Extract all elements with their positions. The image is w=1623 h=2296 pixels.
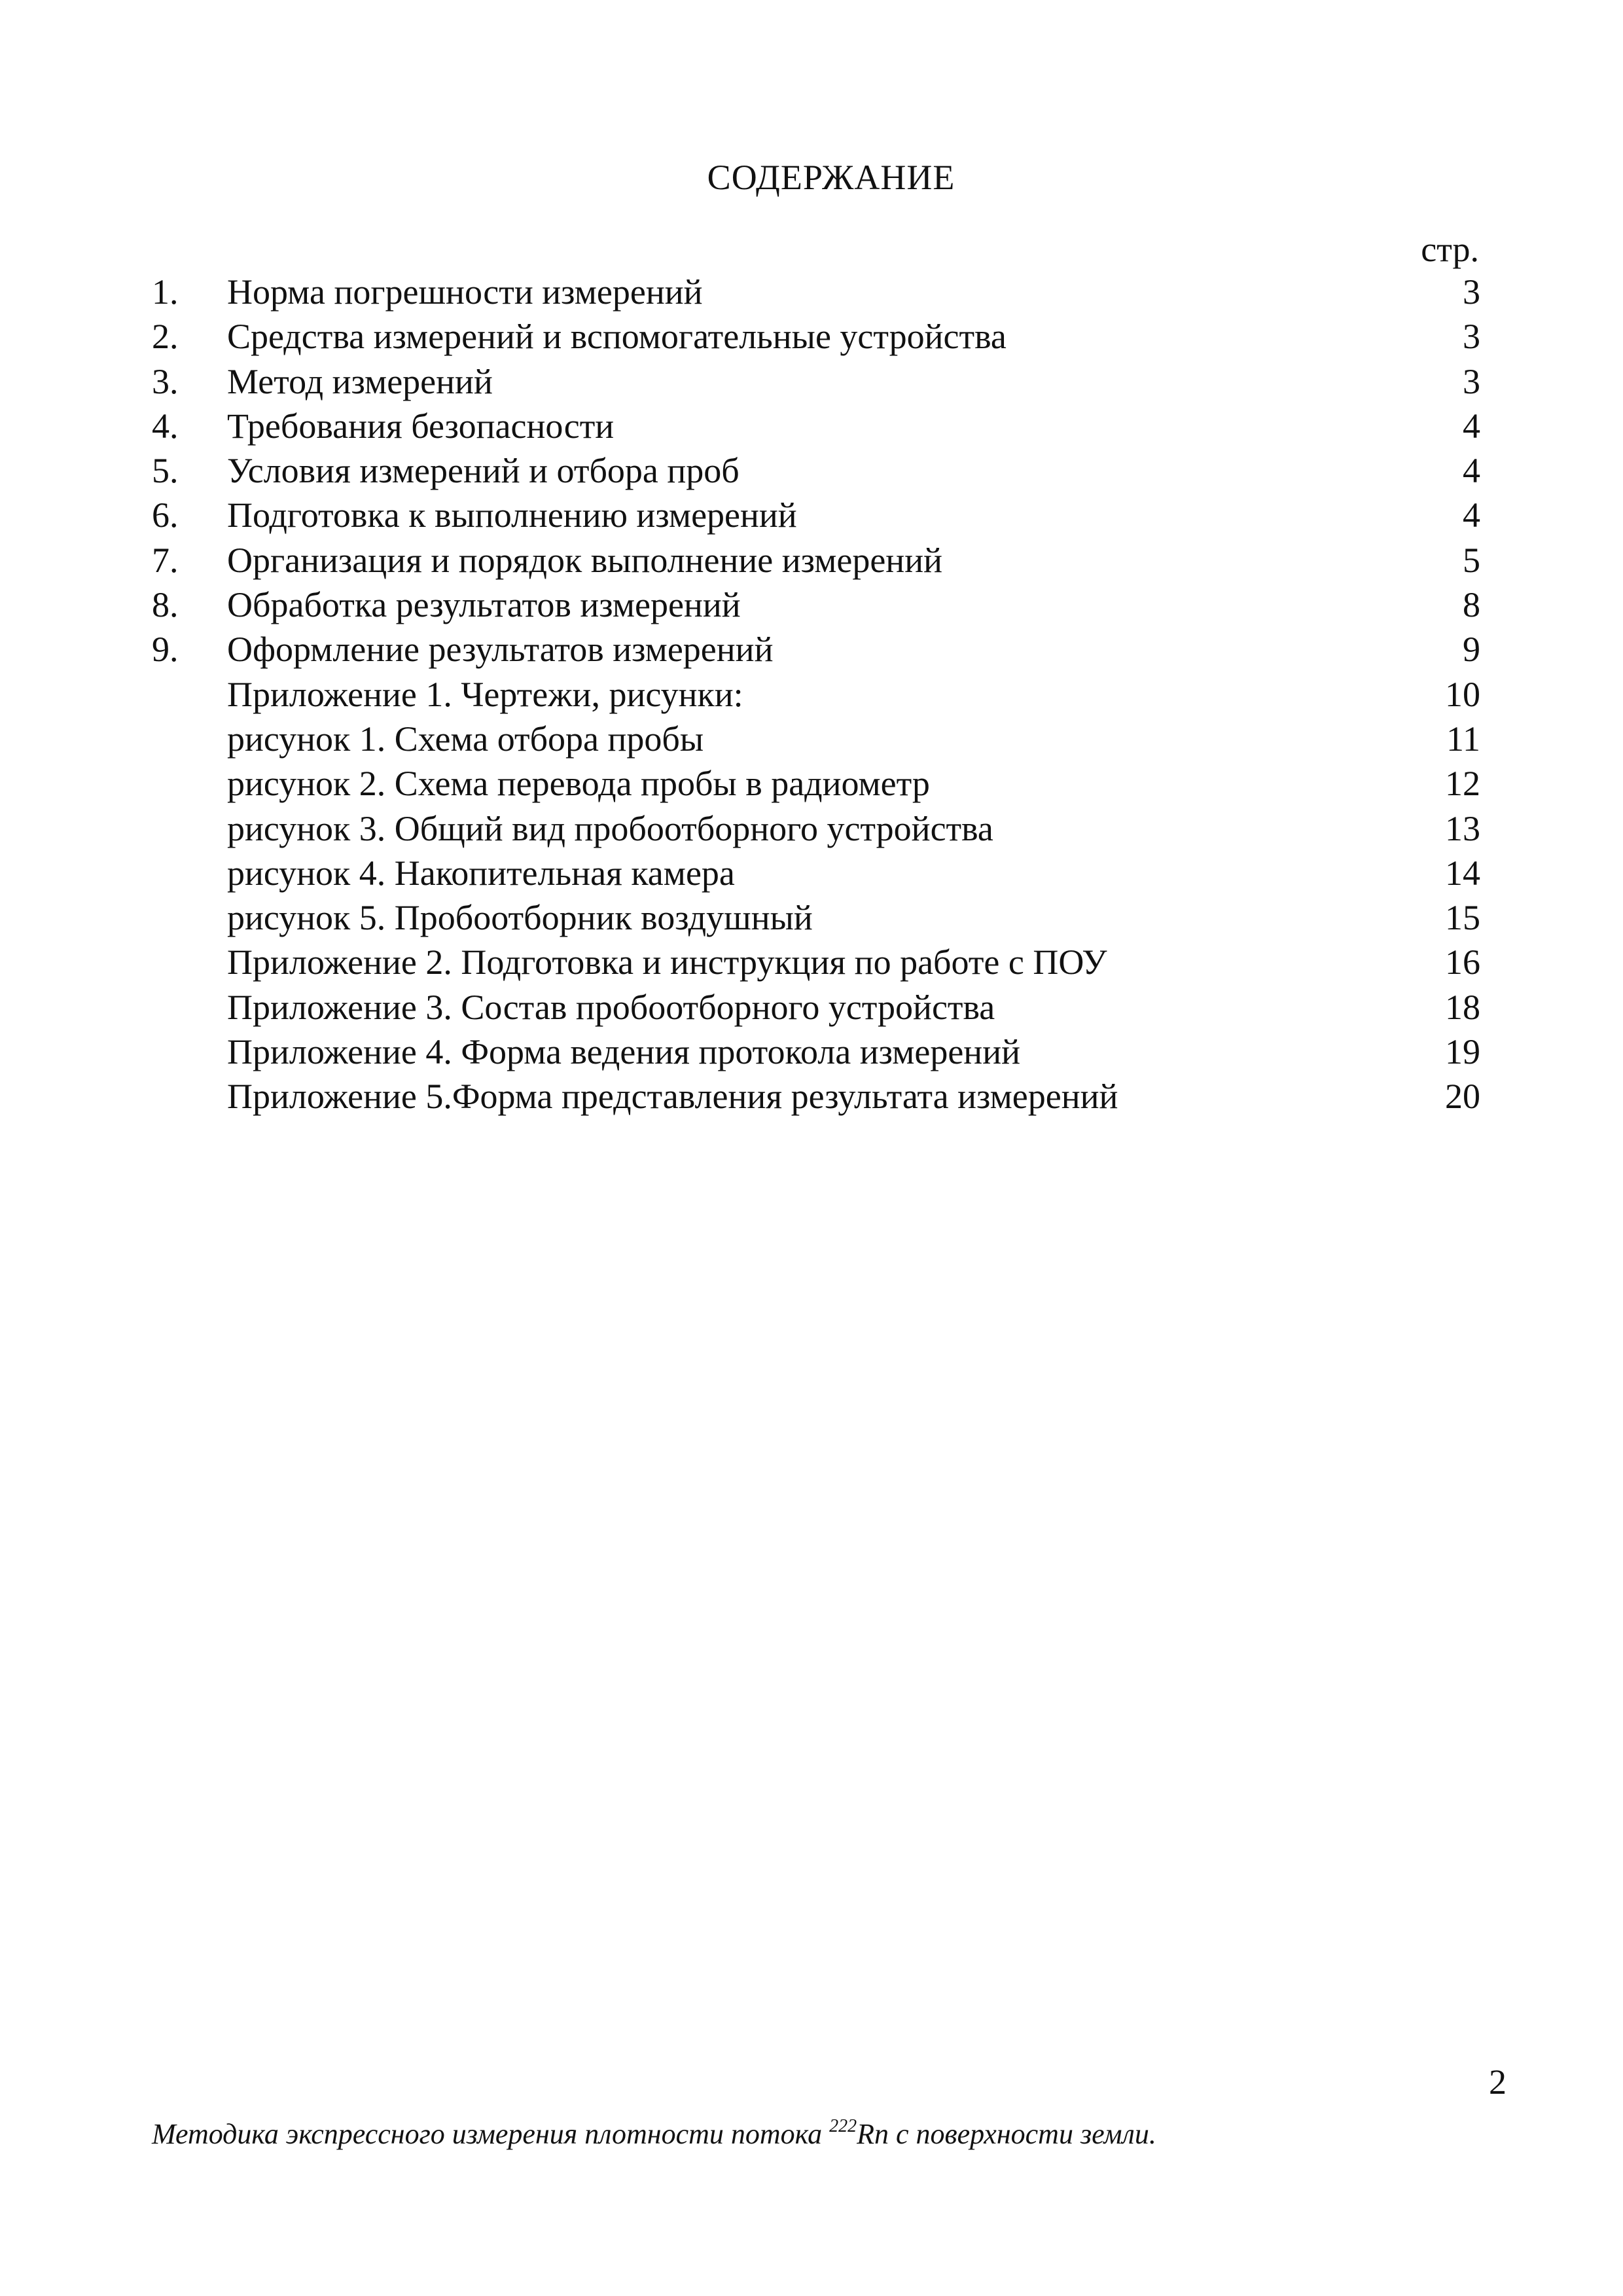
toc-entry-page: 8 [1463,585,1480,625]
toc-entry-page: 12 [1445,764,1480,804]
toc-entry-page: 15 [1445,898,1480,938]
toc-entry-page: 4 [1463,451,1480,491]
toc-entry-number: 8. [152,585,179,625]
toc-entry-page: 4 [1463,406,1480,446]
toc-entry-title: рисунок 5. Пробоотборник воздушный [227,898,813,938]
toc-entry-title: Приложение 4. Форма ведения протокола измерений [227,1032,1020,1072]
toc-entry-title: Подготовка к выполнению измерений [227,495,797,535]
footer-text-start: Методика экспрессного измерения плотности потока [152,2118,830,2150]
toc-entry-appendix-2 [152,940,1480,984]
toc-entry-page: 11 [1446,719,1480,759]
toc-entry-title: Норма погрешности измерений [227,272,703,312]
toc-entry-title: Требования безопасности [227,406,615,446]
toc-entry-number: 5. [152,451,179,491]
toc-entry-appendix-3 [152,985,1480,1030]
toc-entry-number: 9. [152,630,179,670]
toc-entry-figure-3 [152,806,1480,851]
toc-entry-5 [152,448,1480,493]
toc-entry-figure-2 [152,761,1480,806]
toc-entry-page: 9 [1463,630,1480,670]
toc-entry-title: рисунок 3. Общий вид пробоотборного устройства [227,808,993,848]
toc-entry-number: 1. [152,272,179,312]
toc-entry-title: Условия измерений и отбора проб [227,451,740,491]
footer-isotope-mass: 222 [829,2116,857,2136]
toc-entry-title: Оформление результатов измерений [227,630,774,670]
toc-entry-page: 20 [1445,1077,1480,1117]
toc-entry-title: Обработка результатов измерений [227,585,741,625]
toc-entry-title: рисунок 1. Схема отбора пробы [227,719,704,759]
toc-entry-page: 13 [1445,808,1480,848]
toc-entry-number: 7. [152,540,179,580]
toc-entry-title: рисунок 2. Схема перевода пробы в радиометр [227,764,930,804]
toc-entry-appendix-5 [152,1074,1480,1119]
page-number: 2 [1489,2062,1507,2102]
footer-text-end: Rn с поверхности земли. [857,2118,1156,2150]
toc-entry-number: 3. [152,361,179,401]
toc-entry-number: 4. [152,406,179,446]
toc-entry-title: Приложение 2. Подготовка и инструкция по работе с ПОУ [227,942,1107,982]
toc-entry-page: 5 [1463,540,1480,580]
toc-entry-page: 4 [1463,495,1480,535]
toc-entry-number: 6. [152,495,179,535]
toc-entry-figure-4 [152,851,1480,895]
toc-entry-title: Приложение 5.Форма представления результата измерений [227,1077,1118,1117]
toc-entry-title: рисунок 4. Накопительная камера [227,853,735,893]
toc-entry-page: 3 [1463,317,1480,357]
toc-entry-number: 2. [152,317,179,357]
toc-entry-3 [152,359,1480,404]
running-footer [152,2117,1156,2151]
table-of-contents [152,270,1480,1119]
toc-entry-8 [152,583,1480,627]
toc-entry-7 [152,538,1480,583]
toc-entry-4 [152,404,1480,448]
toc-entry-6 [152,493,1480,537]
toc-entry-figure-1 [152,717,1480,761]
toc-entry-page: 19 [1445,1032,1480,1072]
toc-entry-title: Метод измерений [227,361,493,401]
toc-entry-figure-5 [152,895,1480,940]
toc-entry-appendix-1 [152,672,1480,717]
toc-entry-page: 14 [1445,853,1480,893]
toc-entry-2 [152,314,1480,359]
toc-entry-9 [152,627,1480,672]
toc-entry-page: 10 [1445,674,1480,714]
toc-entry-title: Приложение 3. Состав пробоотборного устройства [227,987,995,1027]
toc-entry-title: Организация и порядок выполнение измерений [227,540,942,580]
toc-entry-title: Средства измерений и вспомогательные устройства [227,317,1007,357]
toc-entry-page: 3 [1463,361,1480,401]
toc-entry-title: Приложение 1. Чертежи, рисунки: [227,674,743,714]
page-column-label: стр. [1421,230,1479,269]
toc-title: СОДЕРЖАНИЕ [707,158,955,197]
toc-entry-1 [152,270,1480,314]
toc-entry-page: 16 [1445,942,1480,982]
toc-entry-page: 3 [1463,272,1480,312]
toc-entry-appendix-4 [152,1030,1480,1074]
toc-entry-page: 18 [1445,987,1480,1027]
